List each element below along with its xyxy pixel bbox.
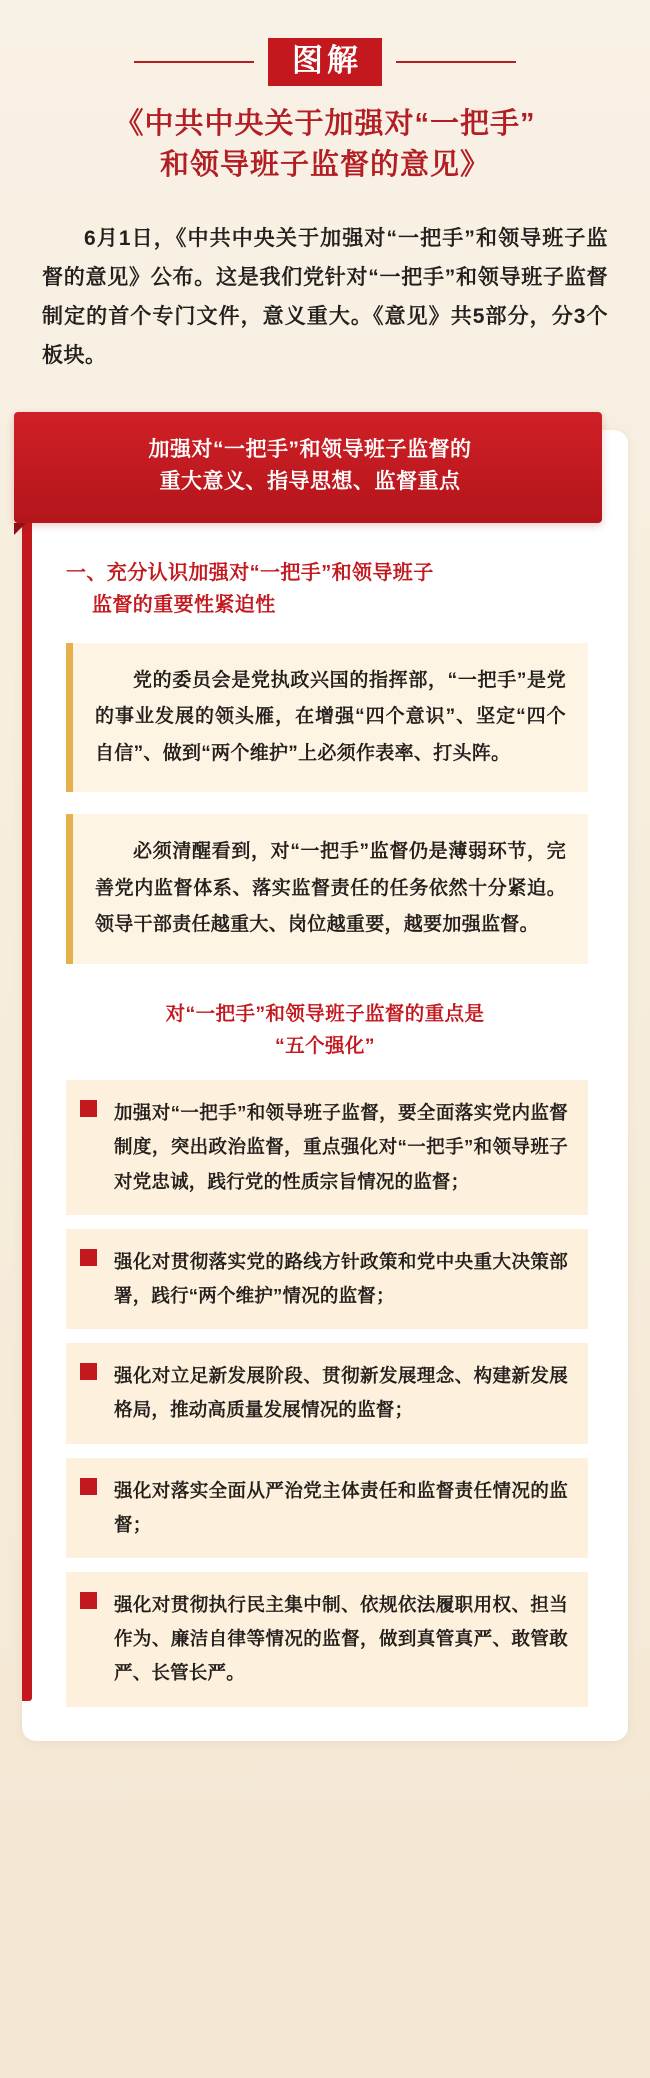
list-item-text: 强化对贯彻执行民主集中制、依规依法履职用权、担当作为、廉洁自律等情况的监督，做到真管真严、敢管敢严、长管长严。 bbox=[114, 1594, 568, 1684]
page-header bbox=[0, 0, 650, 186]
bullet-list bbox=[66, 1080, 588, 1707]
list-item-text: 加强对“一把手”和领导班子监督，要全面落实党内监督制度，突出政治监督，重点强化对“一把手”和领导班子对党忠诚，践行党的性质宗旨情况的监督； bbox=[114, 1102, 568, 1192]
list-item-text: 强化对立足新发展阶段、贯彻新发展理念、构建新发展格局，推动高质量发展情况的监督； bbox=[114, 1365, 568, 1421]
section-subheading-line-2: 监督的重要性紧迫性 bbox=[92, 593, 276, 616]
focus-heading-line-1: 对“一把手”和领导班子监督的重点是 bbox=[165, 1002, 485, 1025]
rule-right-decoration bbox=[396, 61, 516, 63]
square-bullet-icon bbox=[80, 1100, 97, 1117]
square-bullet-icon bbox=[80, 1478, 97, 1495]
focus-heading-line-2: “五个强化” bbox=[275, 1034, 375, 1057]
page-title-line-2: 和领导班子监督的意见》 bbox=[159, 149, 490, 182]
quote-block: 必须清醒看到，对“一把手”监督仍是薄弱环节，完善党内监督体系、落实监督责任的任务依然十分紧迫。领导干部责任越重大、岗位越重要，越要加强监督。 bbox=[66, 814, 588, 963]
quote-block: 党的委员会是党执政兴国的指挥部，“一把手”是党的事业发展的领头雁，在增强“四个意识”、坚定“四个自信”、做到“两个维护”上必须作表率、打头阵。 bbox=[66, 643, 588, 792]
list-item bbox=[66, 1229, 588, 1329]
list-item bbox=[66, 1080, 588, 1215]
section-subheading bbox=[66, 557, 588, 621]
section-banner-line-2: 重大意义、指导思想、监督重点 bbox=[159, 470, 461, 494]
section-card bbox=[22, 430, 628, 1741]
section-banner-line-1: 加强对“一把手”和领导班子监督的 bbox=[148, 437, 472, 461]
list-item bbox=[66, 1458, 588, 1558]
square-bullet-icon bbox=[80, 1592, 97, 1609]
page-badge: 图解 bbox=[268, 38, 382, 86]
square-bullet-icon bbox=[80, 1363, 97, 1380]
section-banner bbox=[14, 412, 602, 523]
list-item-text: 强化对落实全面从严治党主体责任和监督责任情况的监督； bbox=[114, 1479, 568, 1535]
list-item bbox=[66, 1343, 588, 1443]
list-item bbox=[66, 1572, 588, 1707]
badge-row bbox=[40, 38, 610, 86]
focus-heading bbox=[74, 998, 576, 1062]
intro-paragraph: 6月1日，《中共中央关于加强对“一把手”和领导班子监督的意见》公布。这是我们党针对“一把手”和领导班子监督制定的首个专门文件，意义重大。《意见》共5部分，分3个板块。 bbox=[42, 227, 608, 367]
list-item-text: 强化对贯彻落实党的路线方针政策和党中央重大决策部署，践行“两个维护”情况的监督； bbox=[114, 1250, 568, 1306]
page-title bbox=[40, 104, 610, 186]
section-subheading-line-1: 一、充分认识加强对“一把手”和领导班子 bbox=[66, 561, 434, 584]
square-bullet-icon bbox=[80, 1249, 97, 1266]
rule-left-decoration bbox=[134, 61, 254, 63]
page-title-line-1: 《中共中央关于加强对“一把手” bbox=[114, 108, 536, 141]
